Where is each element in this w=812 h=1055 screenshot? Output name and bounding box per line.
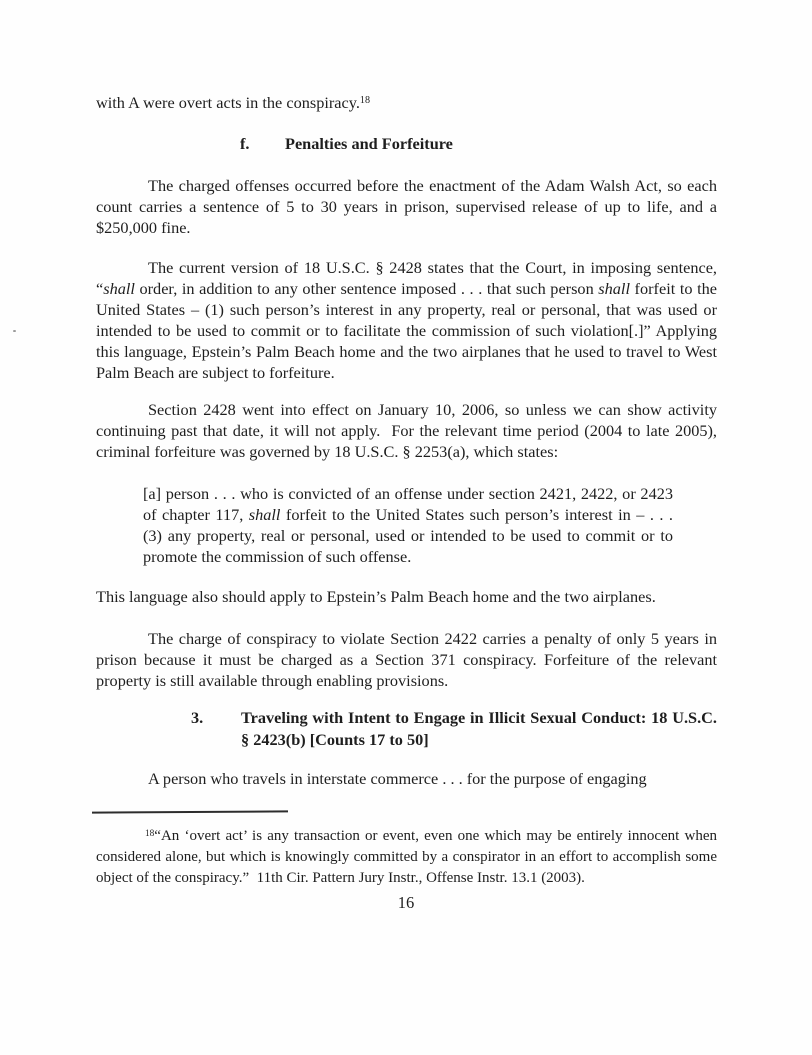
heading-title: Traveling with Intent to Engage in Illicit Sexual Conduct: 18 U.S.C. § 2423(b) [Counts 17 to 50] — [241, 708, 717, 749]
paragraph-language-applies: This language also should apply to Epstein’s Palm Beach home and the two airplanes. — [96, 587, 656, 606]
footnote-separator-rule — [92, 810, 288, 814]
document-content — [96, 92, 717, 889]
section-heading-penalties — [240, 133, 717, 154]
paragraph-person-travels: A person who travels in interstate commerce . . . for the purpose of engaging — [148, 769, 647, 788]
page-number: 16 — [397, 893, 415, 912]
heading-number: 3. — [191, 708, 204, 727]
paragraph-section-2428-effect: Section 2428 went into effect on January 10, 2006, so unless we can show activity continuing past that date, it will not apply. For the relevant time period (2004 to late 2005), criminal forfeiture was governed by 18 U.S.C. § 2253(a), which states: — [96, 400, 717, 461]
paragraph-conspiracy-charge: The charge of conspiracy to violate Section 2422 carries a penalty of only 5 years in prison because it must be charged as a Section 371 conspiracy. Forfeiture of the relevant property is still available through enabling provisions. — [96, 629, 717, 690]
section-heading-traveling — [191, 707, 717, 751]
heading-letter: f. — [240, 134, 250, 153]
statute-blockquote: [a] person . . . who is convicted of an offense under section 2421, 2422, or 2423 of chapter 117, shall forfeit to the United States such person’s interest in – . . . (3) any property, real or personal, used or intended to be used to commit or to promote the commission of such offense. — [143, 484, 673, 566]
scan-artifact-speck — [13, 330, 16, 332]
footnote-18: $^{18}$“An ‘overt act’ is any transaction or event, even one which may be entirely innocent when considered alone, but which is knowingly committed by a conspirator in an effort to accomplish some object of the conspiracy.” 11th Cir. Pattern Jury Instr., Offense Instr. 13.1 (2003). — [96, 828, 717, 887]
heading-title: Penalties and Forfeiture — [285, 134, 453, 153]
paragraph-charged-offenses: The charged offenses occurred before the enactment of the Adam Walsh Act, so each count carries a sentence of 5 to 30 years in prison, supervised release of up to life, and a $250,000 fine. — [96, 176, 717, 237]
intro-continuation-line: with A were overt acts in the conspiracy.$^{18}$ — [96, 93, 370, 112]
paragraph-current-version-2428: The current version of 18 U.S.C. § 2428 states that the Court, in imposing sentence, “shall order, in addition to any other sentence imposed . . . that such person shall forfeit to the United States – (1) such person’s interest in any property, real or personal, that was used or intended to be used to commit or to facilitate the commission of such violation[.]” Applying this language, Epstein’s Palm Beach home and the two airplanes that he used to travel to West Palm Beach are subject to forfeiture. — [96, 258, 717, 382]
